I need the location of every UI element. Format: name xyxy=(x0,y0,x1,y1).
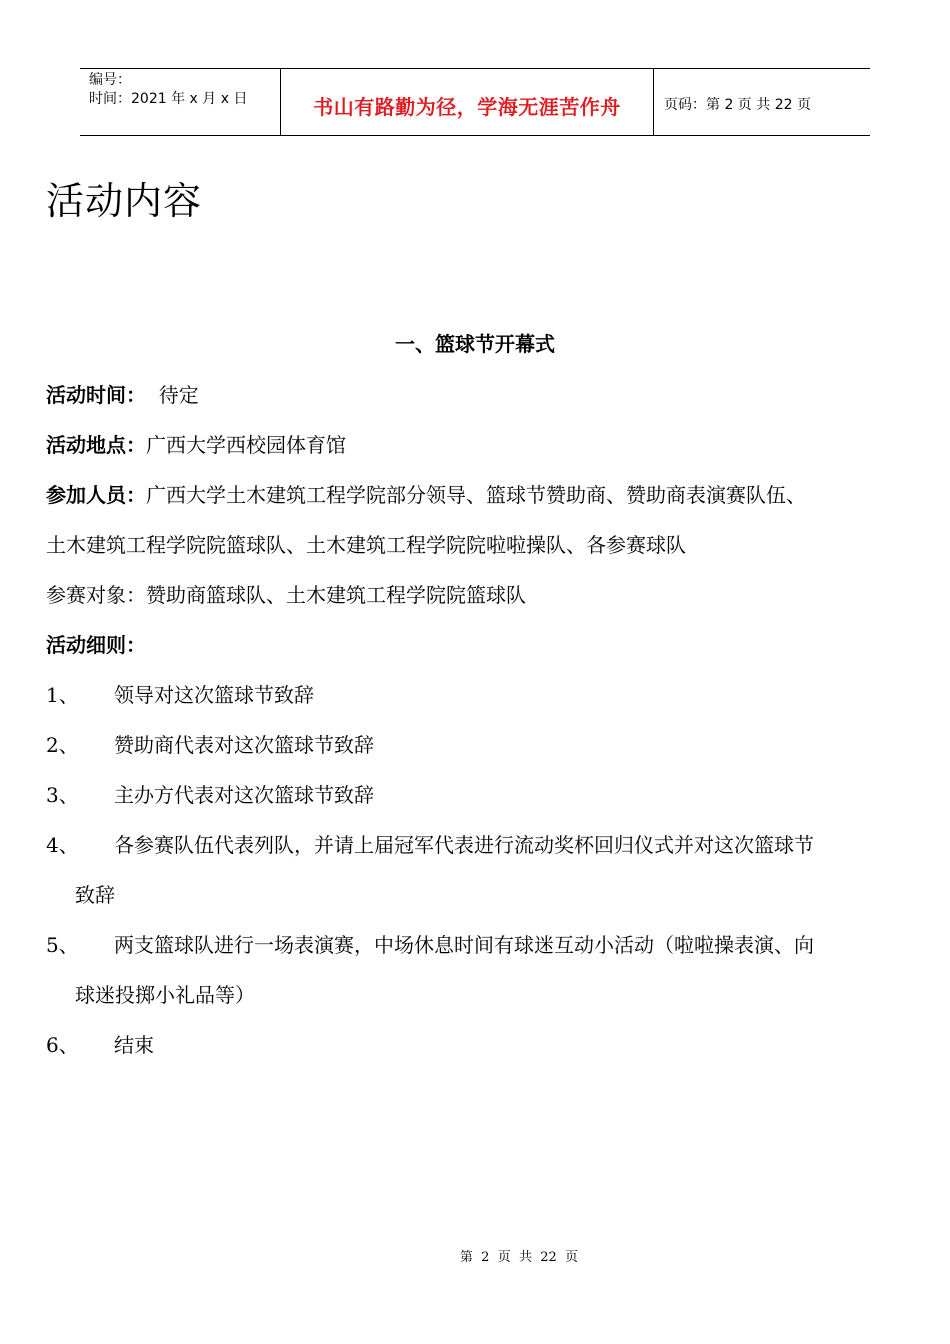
list-item-number: 3、 xyxy=(46,783,79,807)
list-item-text-continued: 球迷投掷小礼品等） xyxy=(75,983,255,1007)
list-item-number: 1、 xyxy=(46,683,79,707)
activity-location-label: 活动地点： xyxy=(46,433,146,457)
participants-value-line2: 土木建筑工程学院院篮球队、土木建筑工程学院院啦啦操队、各参赛球队 xyxy=(46,533,686,557)
activity-time-value: 待定 xyxy=(146,383,199,407)
list-item-number: 2、 xyxy=(46,733,79,757)
list-item xyxy=(46,770,906,820)
list-item xyxy=(46,820,906,870)
header-page-cell xyxy=(654,69,870,135)
participants-line xyxy=(46,470,906,520)
list-item-text: 结束 xyxy=(114,1033,154,1057)
section-heading: 一、篮球节开幕式 xyxy=(395,332,555,356)
header-meta-cell xyxy=(80,69,281,135)
list-item xyxy=(46,920,906,970)
list-item-text: 主办方代表对这次篮球节致辞 xyxy=(114,783,374,807)
activity-time-line xyxy=(46,370,906,420)
list-item xyxy=(46,1020,906,1070)
list-item-text: 各参赛队伍代表列队，并请上届冠军代表进行流动奖杯回归仪式并对这次篮球节 xyxy=(114,833,814,857)
header-motto-cell xyxy=(281,69,654,135)
list-item-text: 赞助商代表对这次篮球节致辞 xyxy=(114,733,374,757)
header-motto: 书山有路勤为径，学海无涯苦作舟 xyxy=(313,94,621,119)
header-number-label: 编号： xyxy=(89,72,131,88)
header-page-info: 页码：第 2 页 共 22 页 xyxy=(664,97,811,113)
section-content xyxy=(46,370,906,1070)
activity-location-line xyxy=(46,420,906,470)
list-item-text: 两支篮球队进行一场表演赛，中场休息时间有球迷互动小活动（啦啦操表演、向 xyxy=(114,933,814,957)
list-item-number: 5、 xyxy=(46,933,79,957)
activity-location-value: 广西大学西校园体育馆 xyxy=(146,433,346,457)
page-title: 活动内容 xyxy=(46,179,203,223)
targets-text: 参赛对象：赞助商篮球队、土木建筑工程学院院篮球队 xyxy=(46,583,526,607)
page-footer xyxy=(0,1246,950,1265)
list-item xyxy=(46,720,906,770)
list-item-continuation xyxy=(46,870,906,920)
footer-page-number: 第 2 页 共 22 页 xyxy=(459,1250,579,1265)
participants-label: 参加人员： xyxy=(46,483,146,507)
list-item-number: 4、 xyxy=(46,833,79,857)
participants-value-line1: 广西大学土木建筑工程学院部分领导、篮球节赞助商、赞助商表演赛队伍、 xyxy=(146,483,806,507)
list-item-text-continued: 致辞 xyxy=(75,883,115,907)
document-header xyxy=(80,68,870,136)
participants-line-continued xyxy=(46,520,906,570)
list-item-continuation xyxy=(46,970,906,1020)
rules-label-line xyxy=(46,620,906,670)
list-item-text: 领导对这次篮球节致辞 xyxy=(114,683,314,707)
rules-label: 活动细则： xyxy=(46,633,146,657)
list-item xyxy=(46,670,906,720)
targets-line xyxy=(46,570,906,620)
activity-time-label: 活动时间： xyxy=(46,383,146,407)
list-item-number: 6、 xyxy=(46,1033,79,1057)
header-time-label: 时间：2021 年 x 月 x 日 xyxy=(89,91,248,107)
